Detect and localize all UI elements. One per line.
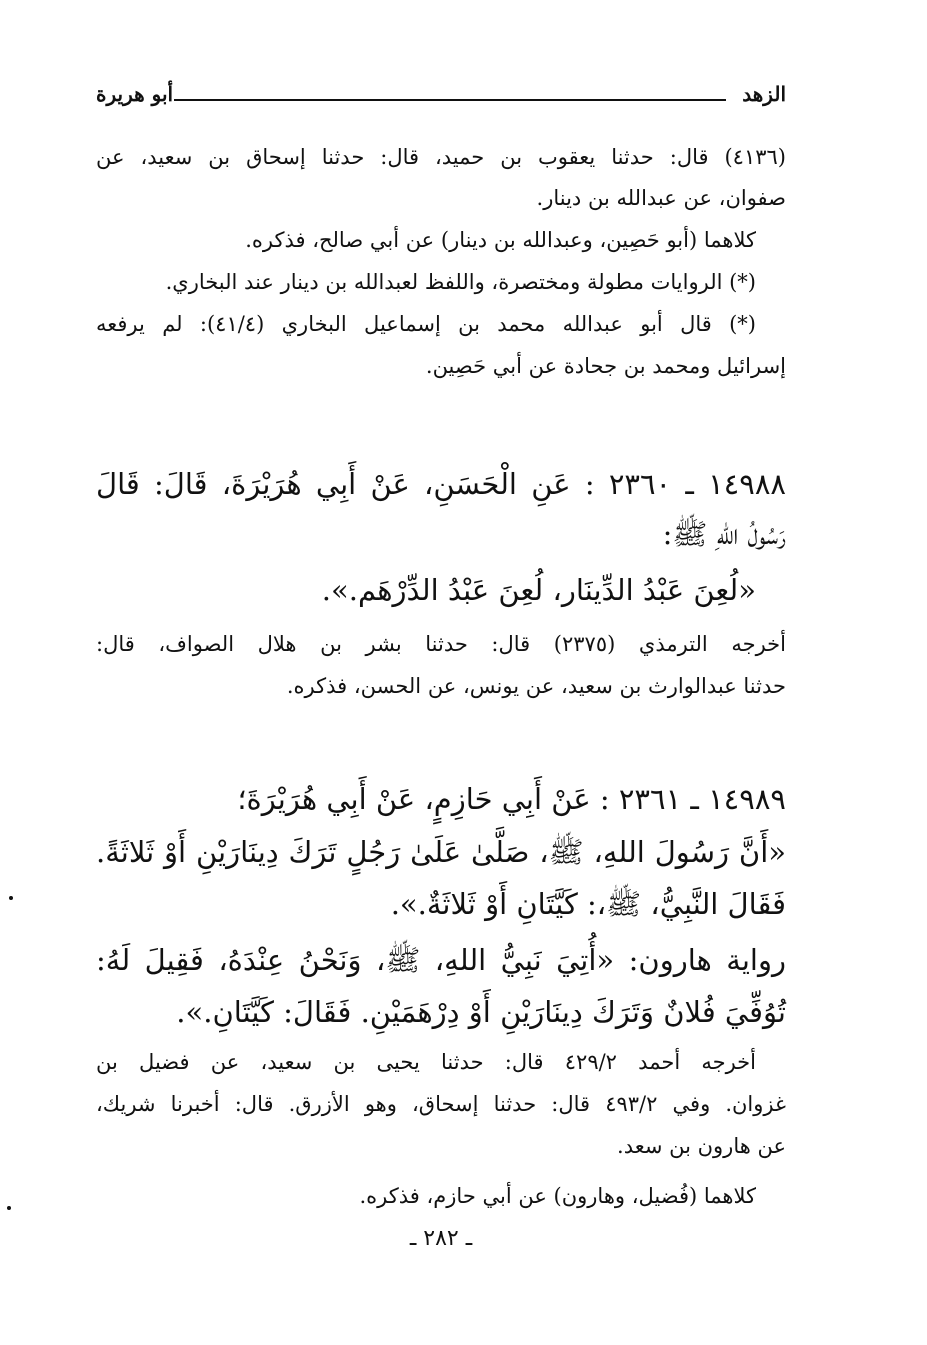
block1-line3: كلاهما (أبو حَصِين، وعبدالله بن دينار) عن أبي صالح، فذكره. [245,228,756,252]
hadith-14989-source-line3: عن هارون بن سعد. [617,1134,786,1158]
hadith-14989-source-line1: أخرجه أحمد ٤٢٩/٢ قال: حدثنا يحيى بن سعيد، عن فضيل بن [96,1050,756,1074]
hadith-14989-heading: ١٤٩٨٩ ـ ٢٣٦١ : عَنْ أَبِي حَازِمٍ، عَنْ أَبِي هُرَيْرَةَ؛ [237,782,786,816]
hadith-14989-haroun-line2: تُوُفِّيَ فُلانٌ وَتَرَكَ دِينَارَيْنِ أَوْ دِرْهَمَيْنِ. فَقَالَ: كَيَّتَانِ.». [176,995,786,1029]
running-header [96,82,786,116]
header-narrator: أبو هريرة [96,82,174,106]
block1-line4: (*) الروايات مطولة ومختصرة، واللفظ لعبدالله بن دينار عند البخاري. [165,270,756,294]
hadith-14988-source-line2: حدثنا عبدالوارث بن سعيد، عن يونس، عن الحسن، فذكره. [286,674,786,698]
block1-line6: إسرائيل ومحمد بن جحادة عن أبي حَصِين. [425,354,786,378]
block1-line5: (*) قال أبو عبدالله محمد بن إسماعيل البخاري (٤١/٤): لم يرفعه [96,312,756,336]
hadith-14989-haroun-line1: رواية هارون: «أُتِيَ نَبِيُّ اللهِ، ﷺ، وَنَحْنُ عِنْدَهُ، فَقِيلَ لَهُ: [96,943,786,977]
block1-line2: صفوان، عن عبدالله بن دينار. [536,186,786,210]
hadith-14988-heading: ١٤٩٨٨ ـ ٢٣٦٠ : عَنِ الْحَسَنِ، عَنْ أَبِي هُرَيْرَةَ، قَالَ: قَالَ [96,467,786,501]
header-book-title: الزهد [742,82,786,106]
hadith-14989-source-line2: غزوان. وفي ٤٩٣/٢ قال: حدثنا إسحاق، وهو الأزرق. قال: أخبرنا شريك، [96,1092,786,1116]
hadith-14989-source-line4: كلاهما (فُضيل، وهارون) عن أبي حازم، فذكره. [359,1184,756,1208]
hadith-14989-text-line2: فَقَالَ النَّبِيُّ، ﷺ،: كَيَّتَانِ أَوْ ثَلاثَةٌ.». [390,887,786,921]
page-number: ـ ٢٨٢ ـ [409,1226,473,1251]
hadith-14988-text: «لُعِنَ عَبْدُ الدِّينَار، لُعِنَ عَبْدُ الدِّرْهَم.». [321,573,756,607]
hadith-14988-source-line1: أخرجه الترمذي (٢٣٧٥) قال: حدثنا بشر بن هلال الصواف، قال: [96,632,786,656]
scan-speck [9,896,13,900]
hadith-14989-text-line1: «أَنَّ رَسُولَ اللهِ، ﷺ، صَلَّىٰ عَلَىٰ رَجُلٍ تَرَكَ دِينَارَيْنِ أَوْ ثَلاثَةً. [96,835,786,869]
header-rule [174,99,726,101]
block1-line1: (٤١٣٦) قال: حدثنا يعقوب بن حميد، قال: حدثنا إسحاق بن سعيد، عن [96,145,786,169]
hadith-14988-attribution: رَسُولُ اللهِ ﷺ: [662,517,786,551]
scan-speck [7,1206,11,1210]
